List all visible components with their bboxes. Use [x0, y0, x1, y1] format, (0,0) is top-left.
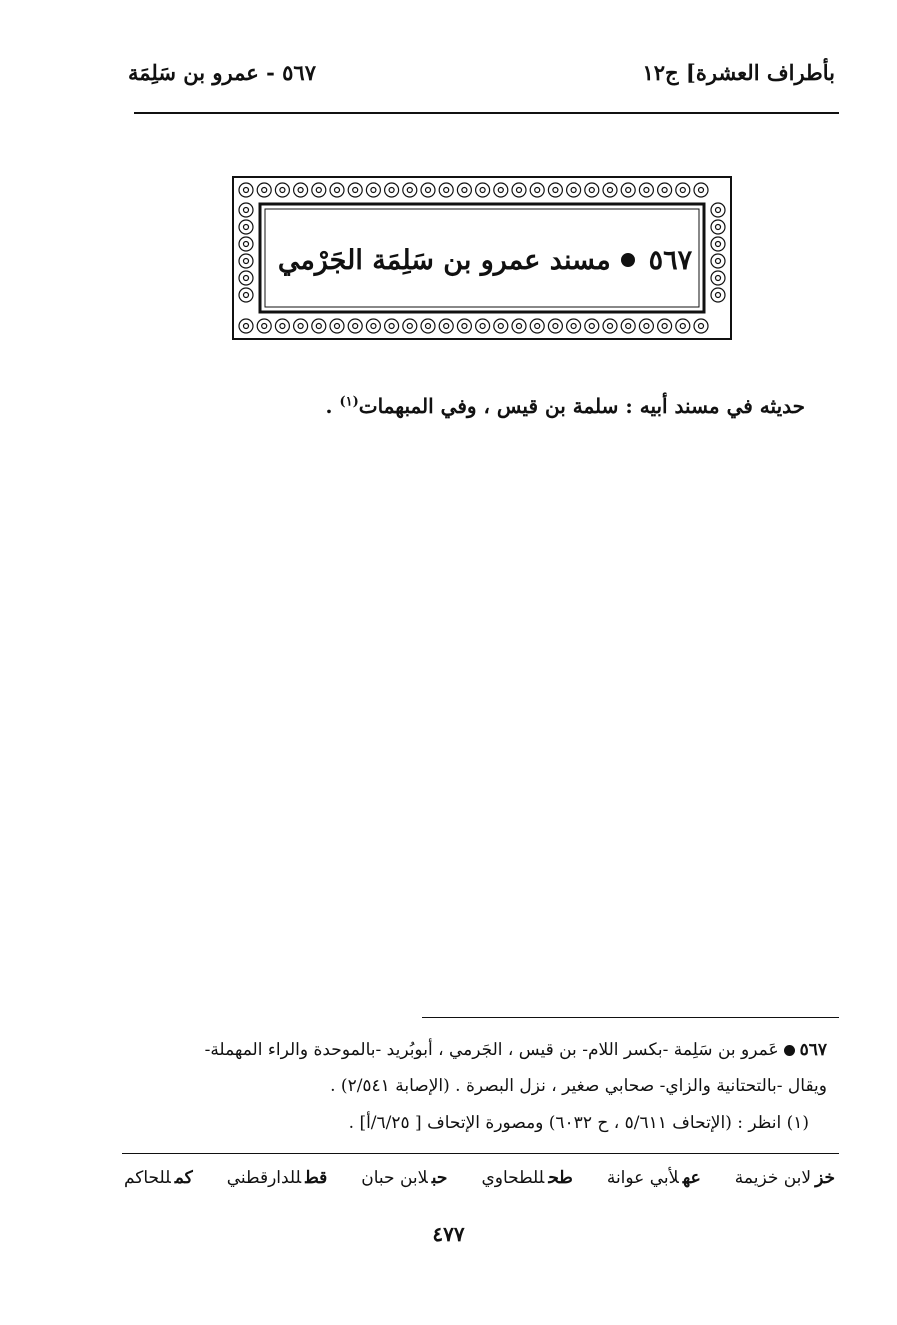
ornament-icon — [335, 188, 340, 193]
ornament-icon — [298, 324, 303, 329]
ornament-icon — [371, 324, 376, 329]
abbr-item: قطللدارقطني — [226, 1168, 328, 1188]
ornament-icon — [711, 288, 725, 302]
ornament-icon — [444, 324, 449, 329]
abbr-item: كمللحاكم — [123, 1168, 193, 1188]
ornament-icon — [658, 183, 672, 197]
ornament-icon — [244, 324, 249, 329]
ornament-icon — [348, 183, 362, 197]
ornament-icon — [462, 324, 467, 329]
ornament-icon — [421, 319, 435, 333]
ornament-icon — [548, 319, 562, 333]
ornament-icon — [366, 183, 380, 197]
ornament-icon — [589, 188, 594, 193]
ornament-icon — [353, 188, 358, 193]
ornament-icon — [389, 188, 394, 193]
ornament-icon — [517, 324, 522, 329]
footnote-biography-line-2: ويقال -بالتحتانية والزاي- صحابي صغير ، نزل البصرة . (الإصابة ٢/٥٤١) . — [330, 1076, 827, 1096]
ornament-icon — [312, 319, 326, 333]
ornament-icon — [439, 319, 453, 333]
ornament-icon — [335, 324, 340, 329]
bullet-icon — [784, 1045, 795, 1056]
ornament-icon — [699, 188, 704, 193]
ornament-icon — [280, 324, 285, 329]
ornament-icon — [407, 324, 412, 329]
ornament-icon — [571, 324, 576, 329]
ornament-icon — [626, 324, 631, 329]
ornament-icon — [298, 188, 303, 193]
ornament-icon — [567, 319, 581, 333]
ornament-icon — [553, 188, 558, 193]
ornament-icon — [316, 324, 321, 329]
ornament-icon — [512, 183, 526, 197]
ornament-icon — [348, 319, 362, 333]
ornament-icon — [421, 183, 435, 197]
ornament-icon — [603, 183, 617, 197]
abbr-item: خزلابن خزيمة — [734, 1168, 835, 1188]
abbreviations-legend — [124, 1168, 835, 1188]
ornament-icon — [462, 188, 467, 193]
ornament-icon — [244, 276, 249, 281]
ornament-icon — [711, 237, 725, 251]
ornament-icon — [716, 242, 721, 247]
ornament-icon — [403, 319, 417, 333]
ornament-icon — [644, 324, 649, 329]
ornament-icon — [585, 319, 599, 333]
ornament-icon — [716, 276, 721, 281]
ornament-icon — [662, 324, 667, 329]
ornament-icon — [366, 319, 380, 333]
ornament-icon — [371, 188, 376, 193]
footnote-1: (١) انظر : (الإتحاف ٥/٦١١ ، ح ٦٠٣٢) ومصورة الإتحاف [ ٦/٢٥/أ] . — [348, 1113, 809, 1133]
running-header-book-title: بأطراف العشرة] ج١٢ — [642, 60, 835, 85]
ornament-icon — [680, 324, 685, 329]
ornament-icon — [530, 319, 544, 333]
ornament-icon — [244, 242, 249, 247]
ornament-icon — [262, 324, 267, 329]
footnote-reference[interactable]: (١) — [339, 394, 359, 410]
ornament-icon — [312, 183, 326, 197]
ornament-icon — [244, 225, 249, 230]
ornament-icon — [353, 324, 358, 329]
ornament-icon — [716, 259, 721, 264]
ornament-icon — [644, 188, 649, 193]
ornament-icon — [716, 208, 721, 213]
ornament-icon — [517, 188, 522, 193]
ornament-icon — [385, 319, 399, 333]
ornament-icon — [244, 208, 249, 213]
entry-number: ٥٦٧ — [648, 244, 693, 276]
ornament-icon — [676, 183, 690, 197]
footnote-biography-line-1 — [205, 1040, 827, 1060]
ornament-icon — [711, 271, 725, 285]
ornament-icon — [571, 188, 576, 193]
ornament-icon — [498, 188, 503, 193]
abbr-item: طحللطحاوي — [481, 1168, 573, 1188]
ornament-icon — [407, 188, 412, 193]
entry-title: مسند عمرو بن سَلِمَة الجَرْمي — [277, 244, 611, 276]
ornament-icon — [239, 183, 253, 197]
ornament-icon — [716, 293, 721, 298]
ornament-icon — [444, 188, 449, 193]
ornament-icon — [239, 220, 253, 234]
ornament-icon — [385, 183, 399, 197]
abbreviations-rule — [122, 1153, 839, 1154]
ornament-icon — [548, 183, 562, 197]
ornament-icon — [280, 188, 285, 193]
ornament-icon — [426, 324, 431, 329]
running-header-entry-title: ٥٦٧ - عمرو بن سَلِمَة — [128, 60, 316, 85]
ornament-icon — [294, 319, 308, 333]
ornament-icon — [626, 188, 631, 193]
ornament-icon — [494, 319, 508, 333]
ornament-icon — [257, 319, 271, 333]
ornament-icon — [239, 319, 253, 333]
ornament-icon — [603, 319, 617, 333]
ornament-icon — [330, 319, 344, 333]
ornament-icon — [457, 319, 471, 333]
ornament-icon — [480, 188, 485, 193]
ornament-icon — [535, 324, 540, 329]
ornament-icon — [426, 188, 431, 193]
ornament-icon — [639, 183, 653, 197]
ornament-icon — [676, 319, 690, 333]
ornament-icon — [480, 324, 485, 329]
ornament-icon — [275, 319, 289, 333]
ornament-icon — [257, 183, 271, 197]
ornament-icon — [694, 319, 708, 333]
ornament-icon — [694, 183, 708, 197]
body-text-line — [326, 394, 805, 418]
abbr-item: حبلابن حبان — [361, 1168, 448, 1188]
ornament-icon — [239, 271, 253, 285]
ornament-icon — [530, 183, 544, 197]
ornament-icon — [439, 183, 453, 197]
footnote-entry-number: ٥٦٧ — [799, 1040, 827, 1060]
ornament-icon — [389, 324, 394, 329]
ornament-icon — [494, 183, 508, 197]
ornament-icon — [535, 188, 540, 193]
ornament-icon — [662, 188, 667, 193]
ornament-icon — [244, 293, 249, 298]
ornament-icon — [239, 254, 253, 268]
ornament-icon — [639, 319, 653, 333]
ornament-icon — [621, 183, 635, 197]
ornament-icon — [244, 188, 249, 193]
ornament-icon — [711, 203, 725, 217]
abbr-item: عهلأبي عوانة — [606, 1168, 701, 1188]
ornament-icon — [239, 237, 253, 251]
ornament-icon — [244, 259, 249, 264]
ornament-icon — [585, 183, 599, 197]
header-rule — [134, 112, 839, 114]
ornament-icon — [476, 183, 490, 197]
ornament-icon — [711, 254, 725, 268]
ornament-icon — [330, 183, 344, 197]
page-number: ٤٧٧ — [432, 1222, 465, 1246]
footnote-line-1-text: عَمرو بن سَلِمة -بكسر اللام- بن قيس ، الجَرمي ، أبوبُريد -بالموحدة والراء المهملة- — [204, 1040, 779, 1060]
ornament-icon — [498, 324, 503, 329]
ornament-icon — [699, 324, 704, 329]
bullet-icon — [621, 253, 635, 267]
ornament-icon — [239, 288, 253, 302]
ornament-icon — [711, 220, 725, 234]
body-end-punct: . — [325, 394, 340, 418]
ornament-icon — [239, 203, 253, 217]
ornament-icon — [680, 188, 685, 193]
ornament-icon — [716, 225, 721, 230]
ornament-icon — [608, 188, 613, 193]
ornament-icon — [621, 319, 635, 333]
ornament-icon — [457, 183, 471, 197]
ornament-icon — [553, 324, 558, 329]
ornament-icon — [658, 319, 672, 333]
ornament-icon — [567, 183, 581, 197]
ornament-icon — [294, 183, 308, 197]
ornament-icon — [403, 183, 417, 197]
entry-heading — [262, 206, 708, 314]
ornament-icon — [608, 324, 613, 329]
ornament-icon — [512, 319, 526, 333]
ornament-icon — [262, 188, 267, 193]
ornament-icon — [275, 183, 289, 197]
footnote-rule — [422, 1017, 839, 1018]
body-text: حديثه في مسند أبيه : سلمة بن قيس ، وفي المبهمات — [358, 394, 805, 418]
ornament-icon — [589, 324, 594, 329]
ornament-icon — [476, 319, 490, 333]
ornament-icon — [316, 188, 321, 193]
